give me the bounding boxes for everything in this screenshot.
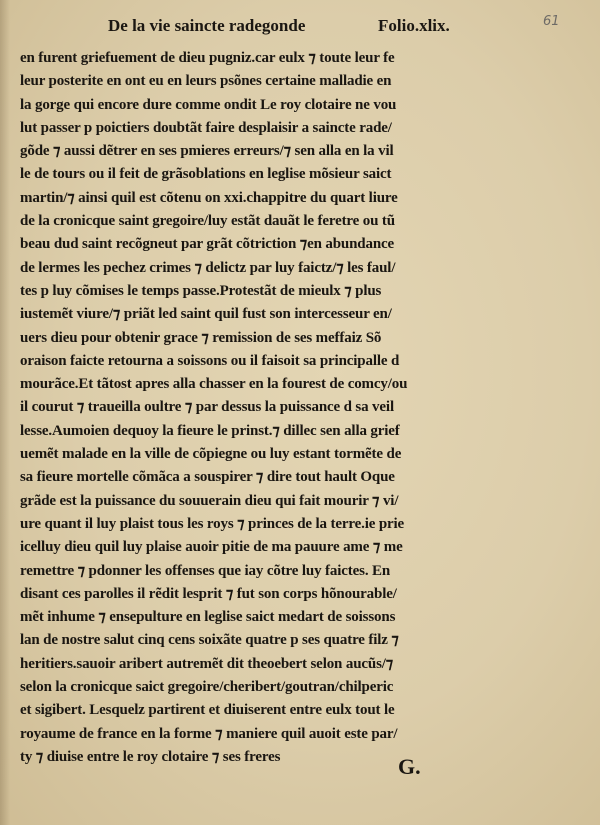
text-line: leur posterite en ont eu en leurs psõnes certaine malladie en [20,73,392,90]
text-line: il courut ⁊ traueilla oultre ⁊ par dessus la puissance d sa veil [20,399,394,416]
text-line: ty ⁊ diuise entre le roy clotaire ⁊ ses freres [20,748,281,765]
text-line: mourãce.Et tãtost apres alla chasser en la fourest de comcy/ou [20,376,408,393]
text-line: royaume de france en la forme ⁊ maniere quil auoit este par/ [20,725,398,742]
text-line: uemẽt malade en la ville de cõpiegne ou luy estant tormẽte de [20,446,402,463]
text-line: heritiers.sauoir aribert autremẽt dit theoebert selon aucũs/⁊ [20,655,394,672]
text-line: uers dieu pour obtenir grace ⁊ remission de ses meffaiz Sõ [20,329,382,346]
text-line: icelluy dieu quil luy plaise auoir pitie de ma pauure ame ⁊ me [20,539,403,556]
text-line: le de tours ou il feit de grãsoblations en leglise mõsieur saict [20,166,392,183]
text-line: de la cronicque saint gregoire/luy estãt dauãt le feretre ou tũ [20,213,395,230]
text-line: tes p luy cõmises le temps passe.Protestãt de mieulx ⁊ plus [20,282,382,299]
text-line: mẽt inhume ⁊ ensepulture en leglise saict medart de soissons [20,609,396,626]
text-line: en furent griefuement de dieu pugniz.car eulx ⁊ toute leur fe [20,50,395,66]
text-line: la gorge qui encore dure comme ondit Le roy clotaire ne vou [20,96,397,113]
text-line: lan de nostre salut cinq cens soixãte quatre p ses quatre filz ⁊ [20,632,399,649]
running-title: De la vie saincte radegonde [108,16,306,35]
text-line: ure quant il luy plaist tous les roys ⁊ princes de la terre.ie prie [20,515,405,532]
text-line: selon la cronicque saict gregoire/cheribert/goutran/chilperic [20,679,394,696]
text-line: grãde est la puissance du souuerain dieu qui fait mourir ⁊ vi/ [20,492,399,509]
text-line: lesse.Aumoien dequoy la fieure le prinst.⁊ dillec sen alla grief [20,422,400,439]
handwritten-page-number: 61 [543,14,560,29]
text-line: et sigibert. Lesquelz partirent et diuiserent entre eulx tout le [20,702,395,719]
body-text [20,47,580,769]
text-line: iustemẽt viure/⁊ priãt led saint quil fust son intercesseur en/ [20,306,392,323]
folio-mark: Folio.xlix. [378,16,450,35]
text-line: remettre ⁊ pdonner les offenses que iay cõtre luy faictes. En [20,562,391,579]
signature-mark: G. [398,754,421,779]
text-line: martin/⁊ ainsi quil est cõtenu on xxi.chappitre du quart liure [20,189,398,206]
text-line: de lermes les pechez crimes ⁊ delictz par luy faictz/⁊ les faul/ [20,259,396,276]
text-line: lut passer p poictiers doubtãt faire desplaisir a saincte rade/ [20,119,392,136]
text-line: gõde ⁊ aussi dẽtrer en ses pmieres erreurs/⁊ sen alla en la vil [20,143,394,160]
text-line: sa fieure mortelle cõmãca a souspirer ⁊ dire tout hault Oque [20,469,395,486]
text-line: beau dud saint recõgneut par grãt cõtriction ⁊en abundance [20,236,395,253]
page-header [108,16,528,40]
text-line: oraison faicte retourna a soissons ou il faisoit sa principalle d [20,352,400,369]
text-line: disant ces parolles il rẽdit lesprit ⁊ fut son corps hõnourable/ [20,585,397,602]
